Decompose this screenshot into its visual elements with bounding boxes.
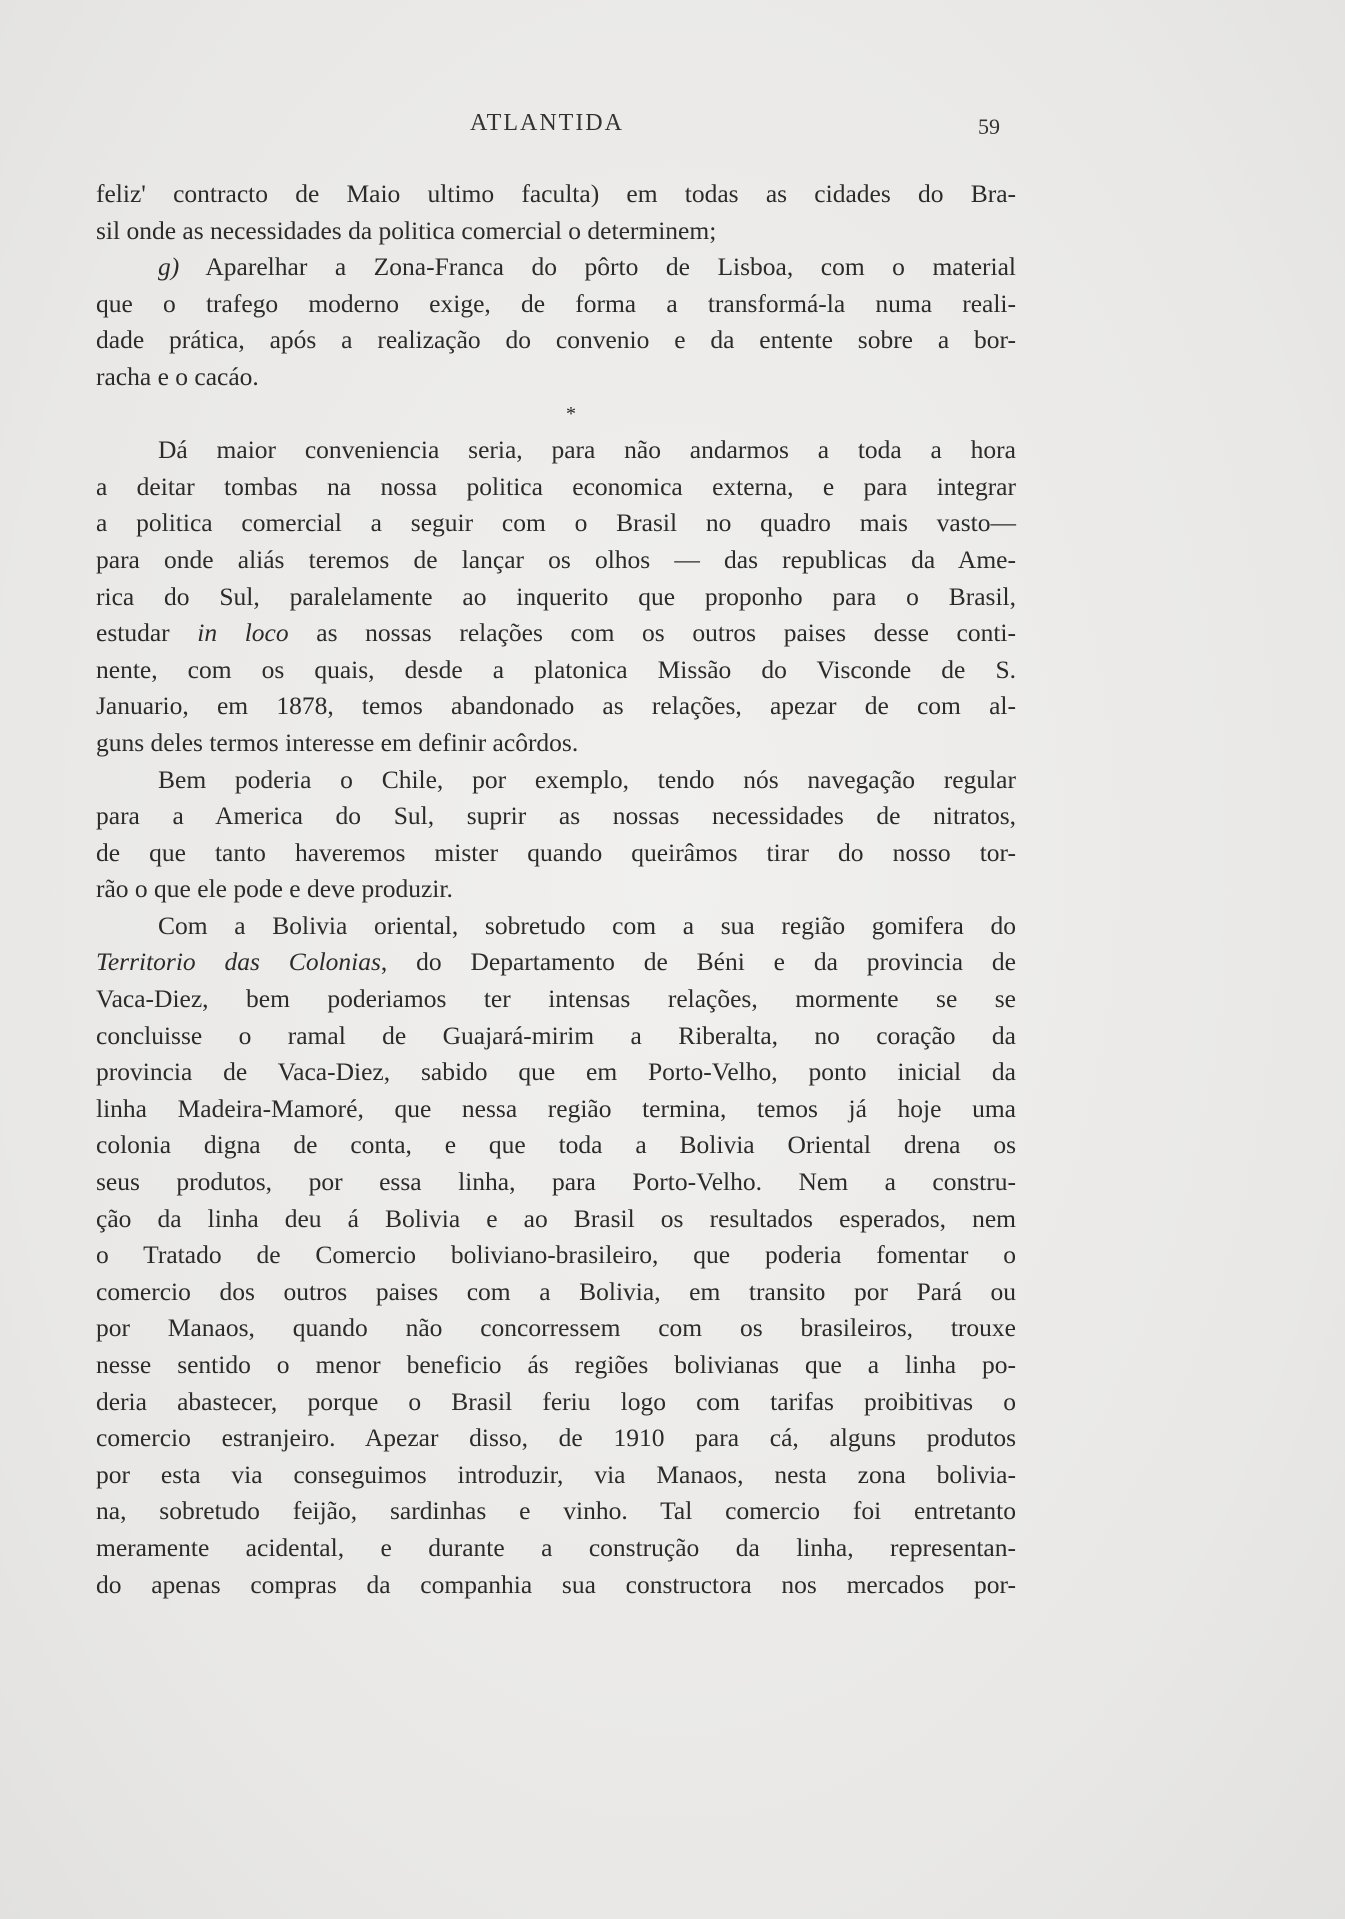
item-marker: g) <box>158 252 180 282</box>
text-line: para onde aliás teremos de lançar os olhos — das republicas da Ame- <box>96 544 1016 574</box>
text-line: seus produtos, por essa linha, para Porto-Velho. Nem a constru- <box>96 1167 1016 1197</box>
text-line: por Manaos, quando não concorressem com os brasileiros, trouxe <box>96 1313 1016 1343</box>
italic-phrase: Territorio das Colonias <box>96 947 381 977</box>
running-title: ATLANTIDA <box>470 110 624 136</box>
text-line: provincia de Vaca-Diez, sabido que em Porto-Velho, ponto inicial da <box>96 1057 1016 1087</box>
text-line: Com a Bolivia oriental, sobretudo com a sua região gomifera do <box>158 910 1016 940</box>
text-line: nente, com os quais, desde a platonica Missão do Visconde de S. <box>96 654 1016 684</box>
paragraph <box>96 176 1016 249</box>
text-line: rica do Sul, paralelamente ao inquerito que proponho para o Brasil, <box>96 581 1016 611</box>
text-line: comercio dos outros paises com a Bolivia, em transito por Pará ou <box>96 1276 1016 1306</box>
paragraph <box>96 762 1016 908</box>
text-line: de que tanto haveremos mister quando queirâmos tirar do nosso tor- <box>96 837 1016 867</box>
text-line: Dá maior conveniencia seria, para não andarmos a toda a hora <box>158 435 1016 465</box>
text-line: comercio estranjeiro. Apezar disso, de 1910 para cá, alguns produtos <box>96 1423 1016 1453</box>
body-text <box>96 176 1016 1603</box>
paragraph <box>96 908 1016 1603</box>
section-separator: * <box>566 402 576 425</box>
page-header <box>0 110 1345 142</box>
text-line: rão o que ele pode e deve produzir. <box>96 874 453 904</box>
paragraph <box>96 432 1016 761</box>
text-line: o Tratado de Comercio boliviano-brasileiro, que poderia fomentar o <box>96 1240 1016 1270</box>
text-line: Vaca-Diez, bem poderiamos ter intensas relações, mormente se se <box>96 984 1016 1014</box>
text-line: meramente acidental, e durante a construção da linha, representan- <box>96 1532 1016 1562</box>
text-line: a deitar tombas na nossa politica economica externa, e para integrar <box>96 471 1016 501</box>
page-number: 59 <box>978 114 1000 139</box>
text-line: estudar in loco as nossas relações com os outros paises desse conti- <box>96 618 1016 648</box>
text-line: a politica comercial a seguir com o Brasil no quadro mais vasto— <box>96 508 1016 538</box>
paragraph <box>96 249 1016 395</box>
text-line: colonia digna de conta, e que toda a Bolivia Oriental drena os <box>96 1130 1016 1160</box>
text-line: dade prática, após a realização do convenio e da entente sobre a bor- <box>96 325 1016 355</box>
text-line: do apenas compras da companhia sua constructora nos mercados por- <box>96 1569 1016 1599</box>
text-line: para a America do Sul, suprir as nossas necessidades de nitratos, <box>96 801 1016 831</box>
text-line: feliz' contracto de Maio ultimo faculta) em todas as cidades do Bra- <box>96 179 1016 208</box>
text-line: que o trafego moderno exige, de forma a transformá-la numa reali- <box>96 288 1016 318</box>
text-line: Territorio das Colonias, do Departamento de Béni e da provincia de <box>96 947 1016 977</box>
text-line: nesse sentido o menor beneficio ás regiões bolivianas que a linha po- <box>96 1350 1016 1379</box>
text-line: deria abastecer, porque o Brasil feriu logo com tarifas proibitivas o <box>96 1386 1016 1416</box>
text-line: Januario, em 1878, temos abandonado as relações, apezar de com al- <box>96 691 1016 721</box>
italic-phrase: in loco <box>197 618 289 648</box>
text-line: concluisse o ramal de Guajará-mirim a Riberalta, no coração da <box>96 1020 1016 1050</box>
text-line: guns deles termos interesse em definir acôrdos. <box>96 727 579 757</box>
text-fragment: Aparelhar a Zona-Franca do pôrto de Lisboa, com o material <box>179 252 1016 282</box>
text-line: ção da linha deu á Bolivia e ao Brasil os resultados esperados, nem <box>96 1203 1016 1233</box>
text-line: por esta via conseguimos introduzir, via Manaos, nesta zona bolivia- <box>96 1459 1016 1489</box>
text-line: linha Madeira-Mamoré, que nessa região termina, temos já hoje uma <box>96 1093 1016 1123</box>
text-line: sil onde as necessidades da politica comercial o determinem; <box>96 215 717 245</box>
text-line: racha e o cacáo. <box>96 361 259 391</box>
text-line <box>96 249 1016 286</box>
text-line: na, sobretudo feijão, sardinhas e vinho. Tal comercio foi entretanto <box>96 1496 1016 1526</box>
text-line: Bem poderia o Chile, por exemplo, tendo nós navegação regular <box>158 764 1016 794</box>
